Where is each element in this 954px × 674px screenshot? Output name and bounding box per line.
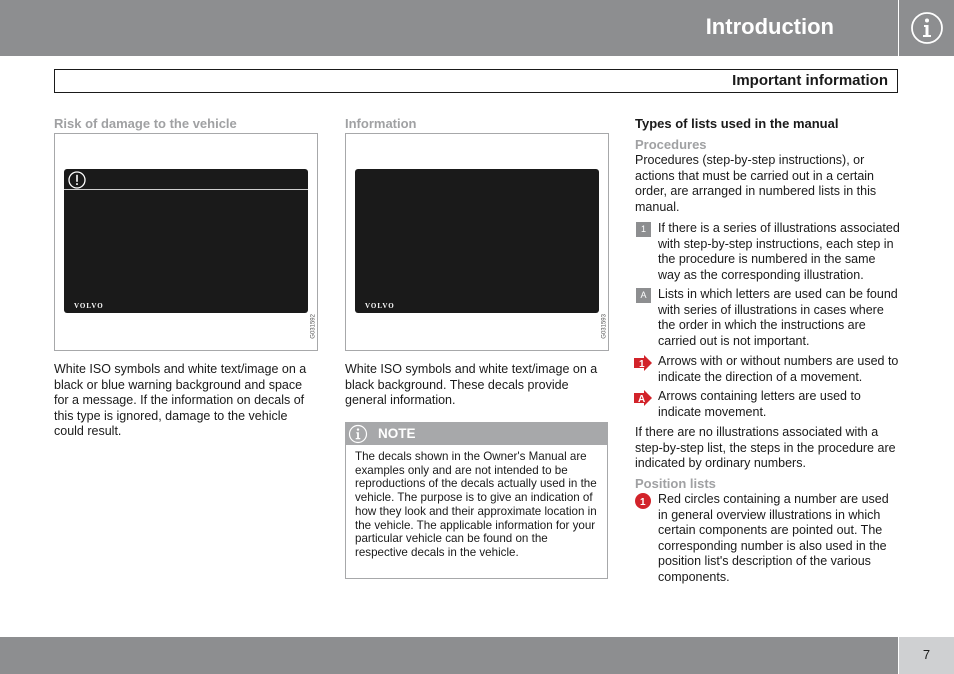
chapter-title: Introduction <box>705 14 834 39</box>
footer-bar <box>0 637 898 674</box>
note-box <box>345 422 608 579</box>
step-letter-marker: A <box>636 288 651 303</box>
decal-brand: VOLVO <box>365 302 395 310</box>
information-decal <box>355 169 599 313</box>
red-circle-number-icon <box>635 493 651 509</box>
arrow-marker-label: 1 <box>639 359 645 370</box>
warning-decal <box>64 169 308 313</box>
procedures-heading: Procedures <box>635 137 707 152</box>
numbered-arrow-icon <box>634 355 652 371</box>
section-bar <box>54 69 898 93</box>
position-lists-heading: Position lists <box>635 476 716 491</box>
step-number-marker: 1 <box>636 222 651 237</box>
lettered-arrow-icon <box>634 390 652 406</box>
list-types-heading: Types of lists used in the manual <box>635 116 839 131</box>
information-body: White ISO symbols and white text/image on a black background. These decals provide general information. <box>345 362 598 407</box>
list-item-text: Lists in which letters are used can be found with series of illustrations in cases where the order in which the instructions are carried out is not important. <box>658 287 898 348</box>
list-item-text: Arrows with or without numbers are used to indicate the direction of a movement. <box>658 354 899 384</box>
note-header <box>346 423 607 445</box>
procedures-intro: Procedures (step-by-step instructions), or actions that must be carried out in a certain order, are arranged in numbered lists in this manual. <box>635 153 877 214</box>
list-item-text: Arrows containing letters are used to indicate movement. <box>658 389 861 419</box>
page-number: 7 <box>922 647 931 662</box>
warning-decal-figure <box>54 133 318 351</box>
information-decal-figure <box>345 133 609 351</box>
arrow-marker-label: A <box>638 394 646 405</box>
circle-marker-label: 1 <box>640 497 646 508</box>
note-text: The decals shown in the Owner's Manual are examples only and are not intended to be reproductions of the decals actually used in the vehicle. The purpose is to give an indication of how they look and their approximate location in the vehicle. The applicable information for your particular vehicle can be found on the respective decals in the vehicle. <box>355 450 597 559</box>
figure-code: G031593 <box>602 314 608 339</box>
position-item-text: Red circles containing a number are used in general overview illustrations in which certain components are pointed out. The corresponding number is also used in the position list's description of the various components. <box>658 492 889 584</box>
decal-divider <box>64 189 308 190</box>
header-info-box <box>899 0 954 56</box>
note-label: NOTE <box>378 426 416 441</box>
figure-code: G031592 <box>311 314 317 339</box>
exclamation-icon <box>68 171 86 189</box>
section-title: Important information <box>732 72 888 89</box>
page-number-box <box>899 637 954 674</box>
decal-brand: VOLVO <box>74 302 104 310</box>
information-heading: Information <box>345 116 417 131</box>
header-bar <box>0 0 898 56</box>
info-icon <box>348 424 368 444</box>
info-icon <box>910 11 944 45</box>
risk-heading: Risk of damage to the vehicle <box>54 116 237 131</box>
no-illustration-text: If there are no illustrations associated with a step-by-step list, the steps in the procedure are indicated by ordinary numbers. <box>635 425 896 470</box>
risk-body: White ISO symbols and white text/image on a black or blue warning background and space for a message. If the information on decals of this type is ignored, damage to the vehicle could result. <box>54 362 307 438</box>
list-item-text: If there is a series of illustrations associated with step-by-step instructions, each step in the procedure is numbered in the same way as the corresponding illustration. <box>658 221 900 282</box>
